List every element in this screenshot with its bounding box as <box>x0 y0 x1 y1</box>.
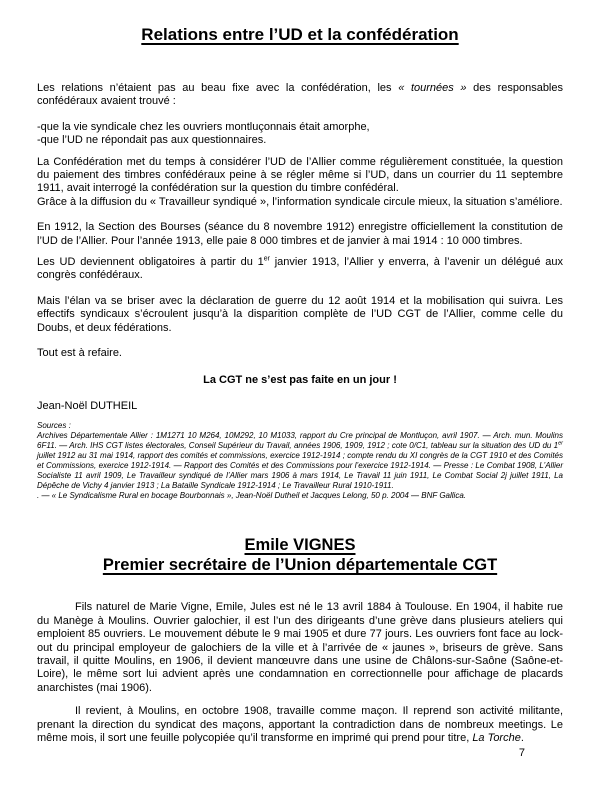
author-name: Jean-Noël DUTHEIL <box>37 399 138 412</box>
sources-block <box>37 421 563 501</box>
obligatoires-text-pre: Les UD deviennent obligatoires à partir du 1 <box>37 256 264 269</box>
section2-title-line2: Premier secrétaire de l’Union départementale CGT <box>102 556 498 575</box>
grievances-list <box>37 121 563 148</box>
bio-paragraph-2 <box>37 705 563 745</box>
sources-line2: . — « Le Syndicalisme Rural en bocage Bourbonnais », Jean-Noël Dutheil et Jacques Lelong, 50 p. 2004 — BNF Gallica. <box>37 491 466 501</box>
section1-title: Relations entre l’UD et la confédération <box>141 25 459 44</box>
intro-text-post: des responsables confédéraux avaient trouvé : <box>37 82 563 108</box>
bio-paragraph-1: Fils naturel de Marie Vigne, Emile, Jules est né le 13 avril 1884 à Toulouse. En 1904, il habite rue du Manège à Moulins. Ouvrier galochier, il est l’un des dirigeants d’une grève dans plusieurs ateliers qui emploient 85 ouvriers. Le mouvement débute le 9 mai 1905 et dure 77 jours. Les ouvriers font face au lock-out du principal employeur de galochiers de la ville et à l’arrivée de « jaunes », briseurs de grève. Sans travail, il quitte Moulins, en 1906, il devient manœuvre dans une usine de Châlons-sur-Saône (Saône-et-Loire), le même sort lui advient après une condamnation en correctionnelle pour affichage de placards anarchistes (mai 1906). <box>37 601 563 694</box>
grievance-item-2: -que l’UD ne répondait pas aux questionnaires. <box>37 134 267 147</box>
intro-text-tournees: « tournées » <box>398 82 467 94</box>
section2-title-line1: Emile VIGNES <box>244 536 356 555</box>
intro-paragraph <box>37 82 563 109</box>
bio2-text-pre: Il revient, à Moulins, en octobre 1908, travaille comme maçon. Il reprend son activité militante, prenant la direction du syndicat des maçons, apportant la contradiction dans de nombreux meetings. Le même mois, il sort une feuille polycopiée qu’il transforme en imprimé qui prend pour titre, <box>37 705 563 744</box>
sources-label: Sources : <box>37 421 71 431</box>
page-number: 7 <box>518 747 525 760</box>
confederation-text-a: La Confédération met du temps à considérer l’UD de l’Allier comme régulièrement constituée, la question du paiement des timbres confédéraux peine à se régler même si l’UD, dans un courrier du 11 septembre 1911, avait interrogé la confédération sur la question du timbre confédéral. <box>37 155 563 195</box>
confederation-text-b: Grâce à la diffusion du « Travailleur syndiqué », l’information syndicale circule mieux, la situation s’améliore. <box>37 195 563 208</box>
slogan-line: La CGT ne s’est pas faite en un jour ! <box>203 373 397 386</box>
bio2-title-la-torche: La Torche <box>472 731 521 744</box>
paragraph-refaire: Tout est à refaire. <box>37 347 122 360</box>
obligatoires-text-post: janvier 1913, l’Allier y enverra, à l’avenir un délégué aux congrès confédéraux. <box>37 256 563 282</box>
sources-ordinal-superscript: er <box>558 440 563 447</box>
intro-text-pre: Les relations n’étaient pas au beau fixe avec la confédération, les <box>37 82 399 94</box>
paragraph-guerre: Mais l’élan va se briser avec la déclaration de guerre du 12 août 1914 et la mobilisation qui suivra. Les effectifs syndicaux s’écroulent jusqu’à la disparition complète de l’UD CGT de l’Allier, comme celle du Doubs, et deux fédérations. <box>37 294 563 334</box>
grievance-item-1: -que la vie syndicale chez les ouvriers montluçonnais était amorphe, <box>37 120 370 133</box>
sources-text-post: juillet 1912 au 31 mai 1914, rapport des comités et commissions, exercice 1912-1914 ; compte rendu du XI congrès de la CGT 1910 et des Comités et Commissions, exercice 1912-1914. — Rapport des Comités et des Commissions pour l’exercice 1912-1914. — Presse : Le Combat 1908, L’Allier Socialiste 11 avril 1909, Le Travailleur syndiqué de l’Allier mars 1906 à mars 1914, Le Travail 11 juin 1911, Le Combat Social 2j juillet 1911, La Dépêche de Vichy 4 janvier 1913 ; La Bataille Syndicale 1912-1914 ; Le Travailleur Rural 1910-1911. <box>37 451 563 491</box>
sources-text-pre: Archives Départementale Allier : 1M1271 10 M264, 10M292, 10 M1033, rapport du Cre principal de Montluçon, avril 1907. — Arch. mun. Moulins 6F11. — Arch. IHS CGT listes électorales, Conseil Supérieur du Travail, années 1906, 1909, 1912 ; cote 0/C1, tableau sur la situation des UD du 1 <box>37 431 563 451</box>
ordinal-superscript: er <box>263 255 270 263</box>
section2-title <box>37 535 563 575</box>
confederation-paragraph <box>37 156 563 210</box>
sources-body <box>37 431 563 491</box>
paragraph-ud-obligatoires <box>37 256 563 283</box>
bio2-text-post: . <box>520 731 524 744</box>
paragraph-1912: En 1912, la Section des Bourses (séance du 8 novembre 1912) enregistre officiellement la constitution de l’UD de l’Allier. Pour l’année 1913, elle paie 8 000 timbres et de janvier à mai 1914 : 10 000 timbres. <box>37 221 563 247</box>
